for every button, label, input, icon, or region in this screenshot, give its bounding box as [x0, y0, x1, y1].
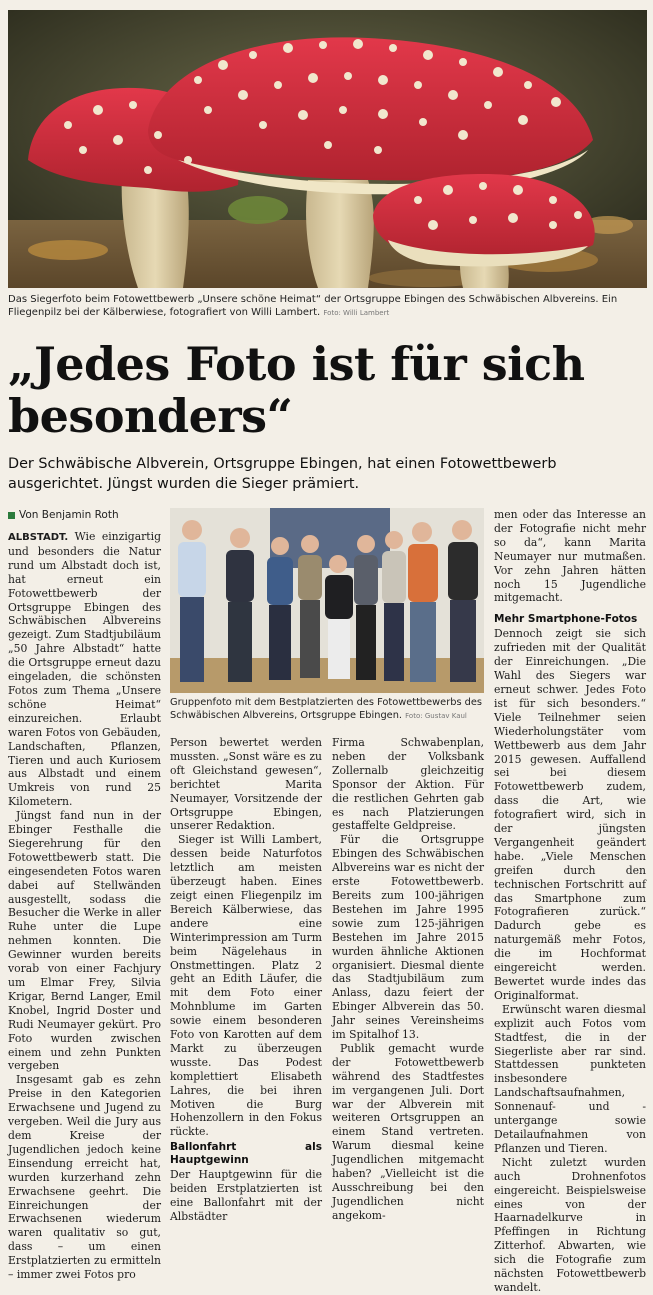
- col1-p1-text: Wie einzigartig und besonders die Natur rund um Albstadt doch ist, hat erneut ein Fotowettbewerb der Ortsgruppe Ebingen des Schwäbischen Albvereins gezeigt. Zum Stadtjubiläum „50 Jahre Albstadt“ hatte die Ortsgruppe erneut dazu eingeladen, die schönsten Fotos zum Thema „Unsere schöne Heimat“ einzureichen. Erlaubt waren Fotos von Gebäuden, Landschaften, Pflanzen, Tieren und auch Kuriosem aus Albstadt und einem Umkreis von rund 25 Kilometern.: [8, 530, 161, 809]
- column-1: [8, 530, 161, 1282]
- group-photo-caption: [170, 697, 484, 722]
- byline-square-icon: [8, 512, 15, 519]
- col3-paragraph-2: Für die Ortsgruppe Ebingen des Schwäbischen Albvereins war es nicht der erste Fotowettbewerb. Bereits zum 100-jährigen Bestehen im Jahre 1995 sowie zum 125-jährigen Bestehen im Jahre 2015 wurden ähnliche Aktionen organisiert. Diesmal diente das Stadtjubiläum zum Anlass, dazu feiert der Ebinger Albverein das 50. Jahr seines Vereinsheims im Spitalhof 13.: [332, 833, 484, 1042]
- col2-paragraph-2: Sieger ist Willi Lambert, dessen beide Naturfotos letztlich am meisten überzeugt haben. Eines zeigt einen Fliegenpilz im Bereich Kälberwiese, das andere eine Winterimpression am Turm beim Nägelehaus in Onstmettingen. Platz 2 geht an Edith Läufer, die mit dem Foto einer Mohnblume im Garten sowie einem besonderen Foto von Karotten auf dem Markt zu überzeugen wusste. Das Podest komplettiert Elisabeth Lahres, die bei ihren Motiven die Burg Hohenzollern in den Fokus rückte.: [170, 833, 322, 1139]
- column-2: [170, 736, 322, 1224]
- col3-paragraph-3: Publik gemacht wurde der Fotowettbewerb während des Stadtfestes im vergangenen Juli. Dort war der Albverein mit weiteren Ortsgruppen an einem Stand vertreten. Warum diesmal keine Jugendlichen mitgemacht haben? „Vielleicht ist die Ausschreibung bei den Jugendlichen nicht angekom-: [332, 1041, 484, 1222]
- col4-paragraph-4: Nicht zuletzt wurden auch Drohnenfotos eingereicht. Beispielsweise eines von der Haarnadelkurve in Pfeffingen in Richtung Zitterhof. Abwarten, wie sich die Fotografie zum nächsten Fotowettbewerb wandelt.: [494, 1155, 646, 1294]
- headline-line-2: besonders“: [8, 389, 293, 443]
- byline-author: Von Benjamin Roth: [19, 509, 119, 521]
- col2-paragraph-1: Person bewertet werden mussten. „Sonst wäre es zu oft Gleichstand gewesen“, berichtet Marita Neumayer, Vorsitzende der Ortsgruppe Ebingen, unserer Redaktion.: [170, 736, 322, 833]
- headline: [8, 338, 648, 442]
- lead-paragraph: Der Schwäbische Albverein, Ortsgruppe Ebingen, hat einen Fotowettbewerb ausgerichtet. Jüngst wurden die Sieger prämiert.: [8, 456, 557, 492]
- col1-paragraph-3: Insgesamt gab es zehn Preise in den Kategorien Erwachsene und Jugend zu vergeben. Weil die Jury aus dem Kreise der Jugendlichen jedoch keine Einsendung erreicht hat, wurden kurzerhand zehn Erwachsene geehrt. Die Einreichungen der Erwachsenen wiederum waren qualitativ so gut, dass – um einen Erstplatzierten zu ermitteln – immer zwei Fotos pro: [8, 1073, 161, 1282]
- col4-subheading: Mehr Smartphone-Fotos: [494, 613, 638, 626]
- hero-caption-text: Das Siegerfoto beim Fotowettbewerb „Unsere schöne Heimat“ der Ortsgruppe Ebingen des Schwäbischen Albvereins. Ein Fliegenpilz bei der Kälberwiese, fotografiert von Willi Lambert.: [8, 294, 618, 318]
- group-people-image: [170, 508, 484, 693]
- col2-subheading: Ballonfahrt als Hauptgewinn: [170, 1141, 322, 1167]
- col4-paragraph-1: men oder das Interesse an der Fotografie nicht mehr so da“, kann Marita Neumayer nur mutmaßen. Vor zehn Jahren hätten noch 15 Jugendliche mitgemacht.: [494, 508, 646, 605]
- dateline: ALBSTADT.: [8, 532, 69, 543]
- group-photo: [170, 508, 484, 693]
- hero-photo-credit: Foto: Willi Lambert: [323, 309, 390, 317]
- group-photo-caption-text: Gruppenfoto mit dem Bestplatzierten des Fotowettbewerbs des Schwäbischen Albvereins, Ortsgruppe Ebingen.: [170, 697, 483, 721]
- column-3: [332, 736, 484, 1223]
- col4-paragraph-3: Erwünscht waren diesmal explizit auch Fotos vom Stadtfest, die in der Siegerliste aber rar sind. Stattdessen punkteten insbesondere Landschaftsaufnahmen, Sonnenauf- und -untergange sowie Detailaufnahmen von Pflanzen und Tieren.: [494, 1002, 646, 1155]
- col4-paragraph-2: Dennoch zeigt sie sich zufrieden mit der Qualität der Einreichungen. „Die Wahl des Siegers war erneut schwer. Jedes Foto ist für sich besonders.“ Viele Teilnehmer seien Wiederholungstäter vom Wettbewerb aus dem Jahr 2015 gewesen. Auffallend sei bei diesem Fotowettbewerb zudem, dass die Art, wie fotografiert wird, sich in der jüngsten Vergangenheit geändert habe. „Viele Menschen greifen durch den technischen Fortschritt auf das Smartphone zum Fotografieren zurück.“ Dadurch gebe es naturgemäß mehr Fotos, die im Hochformat eingereicht werden. Bewertet wurde indes das Originalformat.: [494, 627, 646, 1002]
- hero-photo: [8, 10, 647, 288]
- col2-paragraph-3: Der Hauptgewinn für die beiden Erstplatzierten ist eine Ballonfahrt mit der Albstädter: [170, 1168, 322, 1223]
- col1-paragraph-2: Jüngst fand nun in der Ebinger Festhalle die Siegerehrung für den Fotowettbewerb statt. Die eingesendeten Fotos waren dabei auf Stellwänden ausgestellt, sodass die Besucher die Werke in aller Ruhe unter die Lupe nehmen konnten. Die Gewinner wurden bereits vorab von einer Fachjury um Elmar Frey, Silvia Krigar, Bernd Langer, Emil Knobel, Ingrid Doster und Rudi Neumayer gekürt. Pro Foto wurden zwischen einem und zehn Punkten vergeben: [8, 809, 161, 1073]
- fly-agaric-image: [8, 10, 647, 288]
- col1-paragraph-1: [8, 530, 161, 809]
- group-photo-credit: Foto: Gustav Kaul: [405, 711, 467, 720]
- col3-paragraph-1: Firma Schwabenplan, neben der Volksbank Zollernalb gleichzeitig Sponsor der Aktion. Für die restlichen Gehrten gab es nach Platzierungen gestaffelte Geldpreise.: [332, 736, 484, 833]
- byline: [8, 509, 119, 521]
- column-4: [494, 508, 646, 1295]
- hero-caption: [8, 293, 648, 320]
- headline-line-1: „Jedes Foto ist für sich: [8, 337, 585, 391]
